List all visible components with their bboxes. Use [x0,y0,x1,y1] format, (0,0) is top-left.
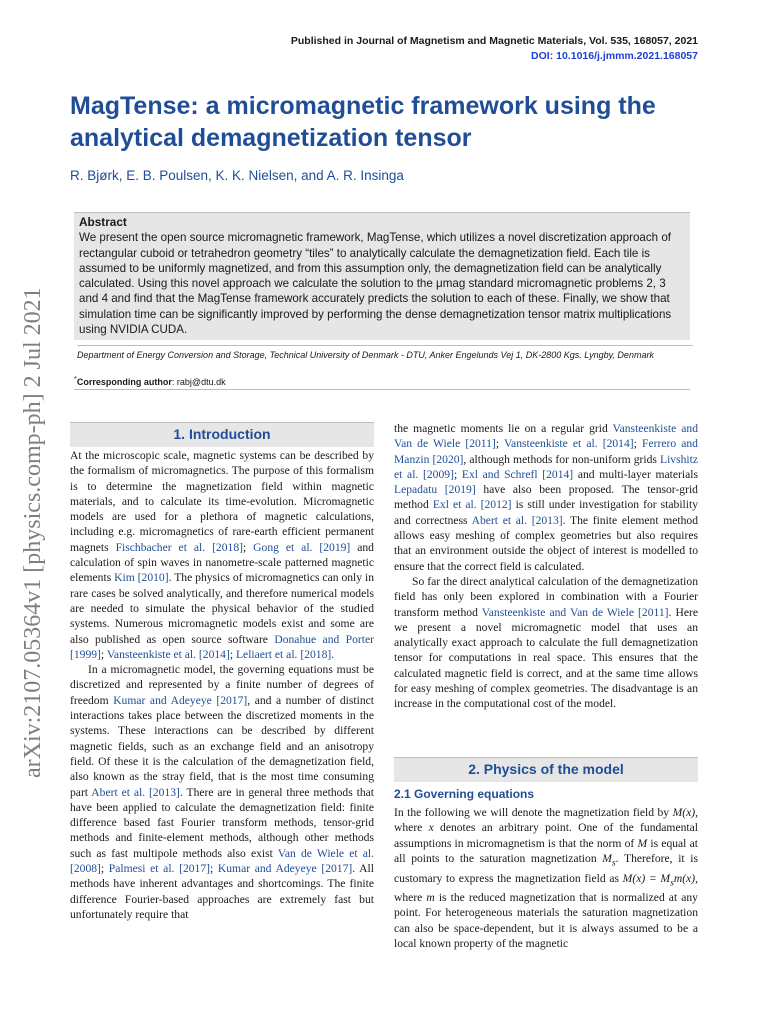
subsection-heading-governing-equations: 2.1 Governing equations [394,787,535,801]
citation-link[interactable]: Abert et al. [2013] [91,785,180,799]
math: $M_s$ [602,851,616,869]
arxiv-stamp: arXiv:2107.05364v1 [physics.comp-ph] 2 Jul 2021 [20,287,46,778]
corresponding-email: : rabj@dtu.dk [171,377,226,387]
abstract-text: We present the open source micromagnetic framework, MagTense, which utilizes a novel discretization approach of rectangular cuboid or tetrahedron geometry “tiles” to analytically calculate the demagnetization field. Each tile is assumed to be uniformly magnetized, and from this assumption only, the demagnetization field can be analytically calculated. Using this novel approach we calculate the solution to the μmag standard micromagnetic problems 2, 3 and 4 and find that the MagTense framework accurately predicts the solution to each of these. Finally, we show that simulation time can be significantly improved by performing the dense demagnetization tensor matrix multiplications using NVIDIA CUDA. [79,231,672,337]
doi-link[interactable]: DOI: 10.1016/j.jmmm.2021.168057 [531,50,698,62]
citation-link[interactable]: Kumar and Adeyeye [2017] [217,862,353,876]
journal-citation: Published in Journal of Magnetism and Magnetic Materials, Vol. 535, 168057, 2021 [290,35,698,47]
citation-link[interactable]: Abert et al. [2013] [471,513,563,527]
paragraph: So far the direct analytical calculation of the demagnetization field has only been explored in combination with a Fourier transform method Vansteenkiste and Van de Wiele [2011]. Here we present a novel micromagnetic model that uses an analytically exact approach to calculate the full demagnetization tensor for computations in real space. This ensures that the calculated magnetic field is correct, and at the same time allows for easy meshing of complex geometries. The disadvantage is an increase in the computational cost of the model. [394,574,698,711]
citation-link[interactable]: Kumar and Adeyeye [2017] [113,693,248,707]
citation-link[interactable]: Lepadatu [2019] [394,483,476,497]
paragraph: At the microscopic scale, magnetic systems can be described by the formalism of micromagnetics. The purpose of this formalism is to determine the magnetization field within magnetic materials, and to calculate its time-evolution. Micromagnetic models are used for a plethora of magnetic calculations, including e.g. micromagnetics of rare-earth efficient permanent magnets Fischbacher et al. [2018]; Gong et al. [2019] and calculation of spin waves in nanometre-scale patterned magnetic elements Kim [2010]. The physics of micromagnetics can only in rare cases be solved analytically, and therefore numerical models are needed to simulate the physical behavior of the studied systems. Numerous micromagnetic models exist and some are also published as open source software Donahue and Porter [1999]; Vansteenkiste et al. [2014]; Leliaert et al. [2018]. [70,449,374,661]
abstract-heading: Abstract [79,215,127,229]
divider [74,389,690,390]
paragraph: the magnetic moments lie on a regular grid Vansteenkiste and Van de Wiele [2011]; Vansteenkiste et al. [2014]; Ferrero and Manzin [2020], although methods for non-uniform grids Livshitz et al. [2009]; Exl and Schrefl [2014] and multi-layer materials Lepadatu [2019] have also been proposed. The tensor-grid method Exl et al. [2012] is still under investigation for stability and correctness Abert et al. [2013]. The finite element method allows easy meshing of complex geometries but also requires that an environment outside the object of interest is modelled to ensure that the correct field is calculated. [394,422,699,573]
citation-link[interactable]: Ferrero and Manzin [2020] [394,437,698,466]
citation-link[interactable]: Kim [2010] [114,571,169,585]
corresponding-star: * [74,374,77,383]
citation-link[interactable]: Vansteenkiste and Van de Wiele [2011] [481,605,669,619]
math: M(x) [672,806,696,819]
citation-link[interactable]: Fischbacher et al. [2018] [115,540,243,554]
right-column [394,421,698,712]
citation-link[interactable]: Vansteenkiste and Van de Wiele [2011] [394,422,698,451]
citation-link[interactable]: Exl and Schrefl [2014] [461,467,574,481]
corresponding-label: Corresponding author [76,377,172,387]
section-heading-introduction: 1. Introduction [70,422,374,447]
publication-header [291,34,698,64]
citation-link[interactable]: Gong et al. [2019] [253,540,351,554]
corresponding-author [74,373,226,388]
citation-link[interactable]: Donahue and Porter [1999] [70,632,374,661]
math: $M(x) = M_sm(x)$ [622,871,696,888]
affiliation: Department of Energy Conversion and Storage, Technical University of Denmark - DTU, Anker Engelunds Vej 1, DK-2800 Kgs. Lyngby, Denmark [77,345,693,361]
left-column [70,448,374,922]
math: M [637,836,648,850]
paper-title: MagTense: a micromagnetic framework using the analytical demagnetization tensor [70,92,656,152]
right-column-lower [394,805,698,951]
citation-link[interactable]: Palmesi et al. [2017] [108,862,211,876]
citation-link[interactable]: Exl et al. [2012] [432,498,512,512]
section-heading-physics: 2. Physics of the model [394,757,698,782]
math: m [426,891,435,905]
citation-link[interactable]: Vansteenkiste et al. [2014] [503,437,634,451]
citation-link[interactable]: Van de Wiele et al. [2008] [70,846,375,876]
abstract-box [74,212,690,340]
citation-link[interactable]: Leliaert et al. [2018] [235,647,332,661]
math: x [428,821,434,835]
citation-link[interactable]: Livshitz et al. [2009] [394,452,698,481]
paragraph: In a micromagnetic model, the governing equations must be discretized and represented by a finite number of degrees of freedom Kumar and Adeyeye [2017], and a number of distinct interactions takes place between the discretized moments in the systems. These interactions can be described by different magnetic fields, such as an exchange field and an anisotropy field. Of these it is the calculation of the demagnetization field, also known as the stray field, that is the most time consuming part Abert et al. [2013]. There are in general three methods that have been applied to calculate the demagnetization field: finite difference based fast Fourier transform methods, tensor-grid methods and finite-element methods, although other methods such as fast multipole methods also exist Van de Wiele et al. [2008]; Palmesi et al. [2017]; Kumar and Adeyeye [2017]. All methods have inherent advantages and shortcomings. The finite difference Fourier-based approaches are extremely fast but unfortunately require that [70,663,375,921]
author-list: R. Bjørk, E. B. Poulsen, K. K. Nielsen, and A. R. Insinga [70,168,404,183]
paragraph: In the following we will denote the magnetization field by M(x), where x denotes an arbitrary point. One of the fundamental assumptions in micromagnetism is that the norm of M is equal at all points to the saturation magnetization $M_s$. Therefore, it is customary to express the magnetization field as $M(x) = M_sm(x)$, where m is the reduced magnetization that is normalized at any point. For heterogeneous materials the saturation magnetization can also be space-dependent, but it is always assumed to be a local known property of the magnetic [394,806,698,950]
citation-link[interactable]: Vansteenkiste et al. [2014] [106,647,230,661]
